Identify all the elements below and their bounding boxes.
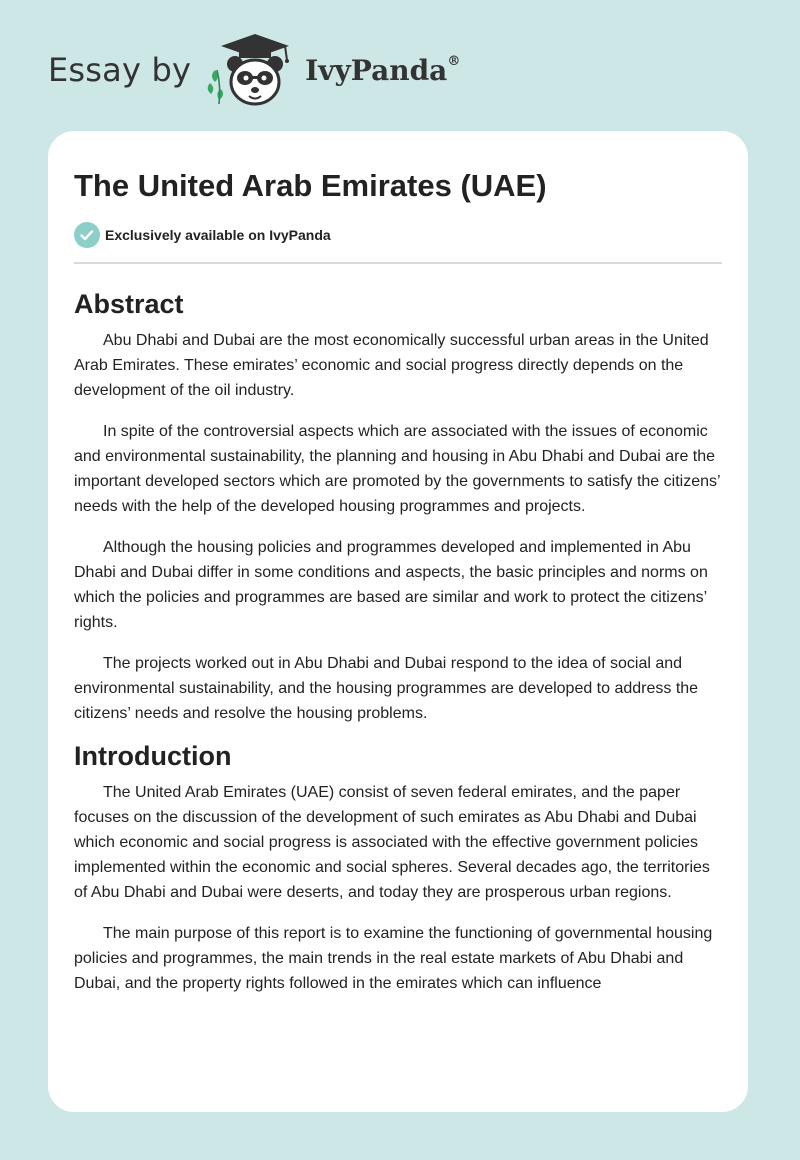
section-abstract-body <box>74 328 722 726</box>
paragraph: The main purpose of this report is to examine the functioning of governmental housing policies and programmes, the main trends in the real estate markets of Abu Dhabi and Dubai, and the property rights followed in the emirates which can influence <box>74 925 713 992</box>
ivypanda-brand-name[interactable] <box>305 54 460 87</box>
section-heading-introduction: Introduction <box>74 741 232 771</box>
essay-by-label: Essay by <box>48 51 192 89</box>
section-heading-abstract: Abstract <box>74 289 184 319</box>
exclusive-label: Exclusively available on IvyPanda <box>105 227 331 243</box>
brand-name-text: IvyPanda <box>305 53 448 87</box>
paragraph: The United Arab Emirates (UAE) consist of seven federal emirates, and the paper focuses on the discussion of the development of such emirates as Abu Dhabi and Dubai which economic and social progress is associated with the effective government policies implemented within the economic and social spheres. Several decades ago, the territories of Abu Dhabi and Dubai were deserts, and today they are prosperous urban regions. <box>74 784 710 901</box>
registered-mark: ® <box>447 54 461 70</box>
site-header <box>48 30 508 110</box>
essay-card <box>48 131 748 1112</box>
paragraph: Abu Dhabi and Dubai are the most economically successful urban areas in the United Arab Emirates. These emirates’ economic and social progress directly depends on the development of the oil industry. <box>74 332 709 399</box>
exclusive-badge <box>74 222 722 248</box>
title-divider <box>74 262 722 264</box>
section-introduction-body <box>74 780 722 996</box>
paragraph: In spite of the controversial aspects which are associated with the issues of economic and environmental sustainability, the planning and housing in Abu Dhabi and Dubai are the important developed sectors which are promoted by the governments to satisfy the citizens’ needs with the help of the developed housing programmes and projects. <box>74 423 720 515</box>
page-title: The United Arab Emirates (UAE) <box>74 168 547 203</box>
paragraph: The projects worked out in Abu Dhabi and Dubai respond to the idea of social and environmental sustainability, and the housing programmes are developed to address the citizens’ needs and resolve the housing problems. <box>74 655 699 722</box>
paragraph: Although the housing policies and programmes developed and implemented in Abu Dhabi and Dubai differ in some conditions and aspects, the basic principles and norms on which the policies and programmes are based are similar and work to protect the citizens’ rights. <box>74 539 708 631</box>
check-circle-icon <box>74 222 100 248</box>
panda-logo-icon[interactable] <box>205 30 305 110</box>
